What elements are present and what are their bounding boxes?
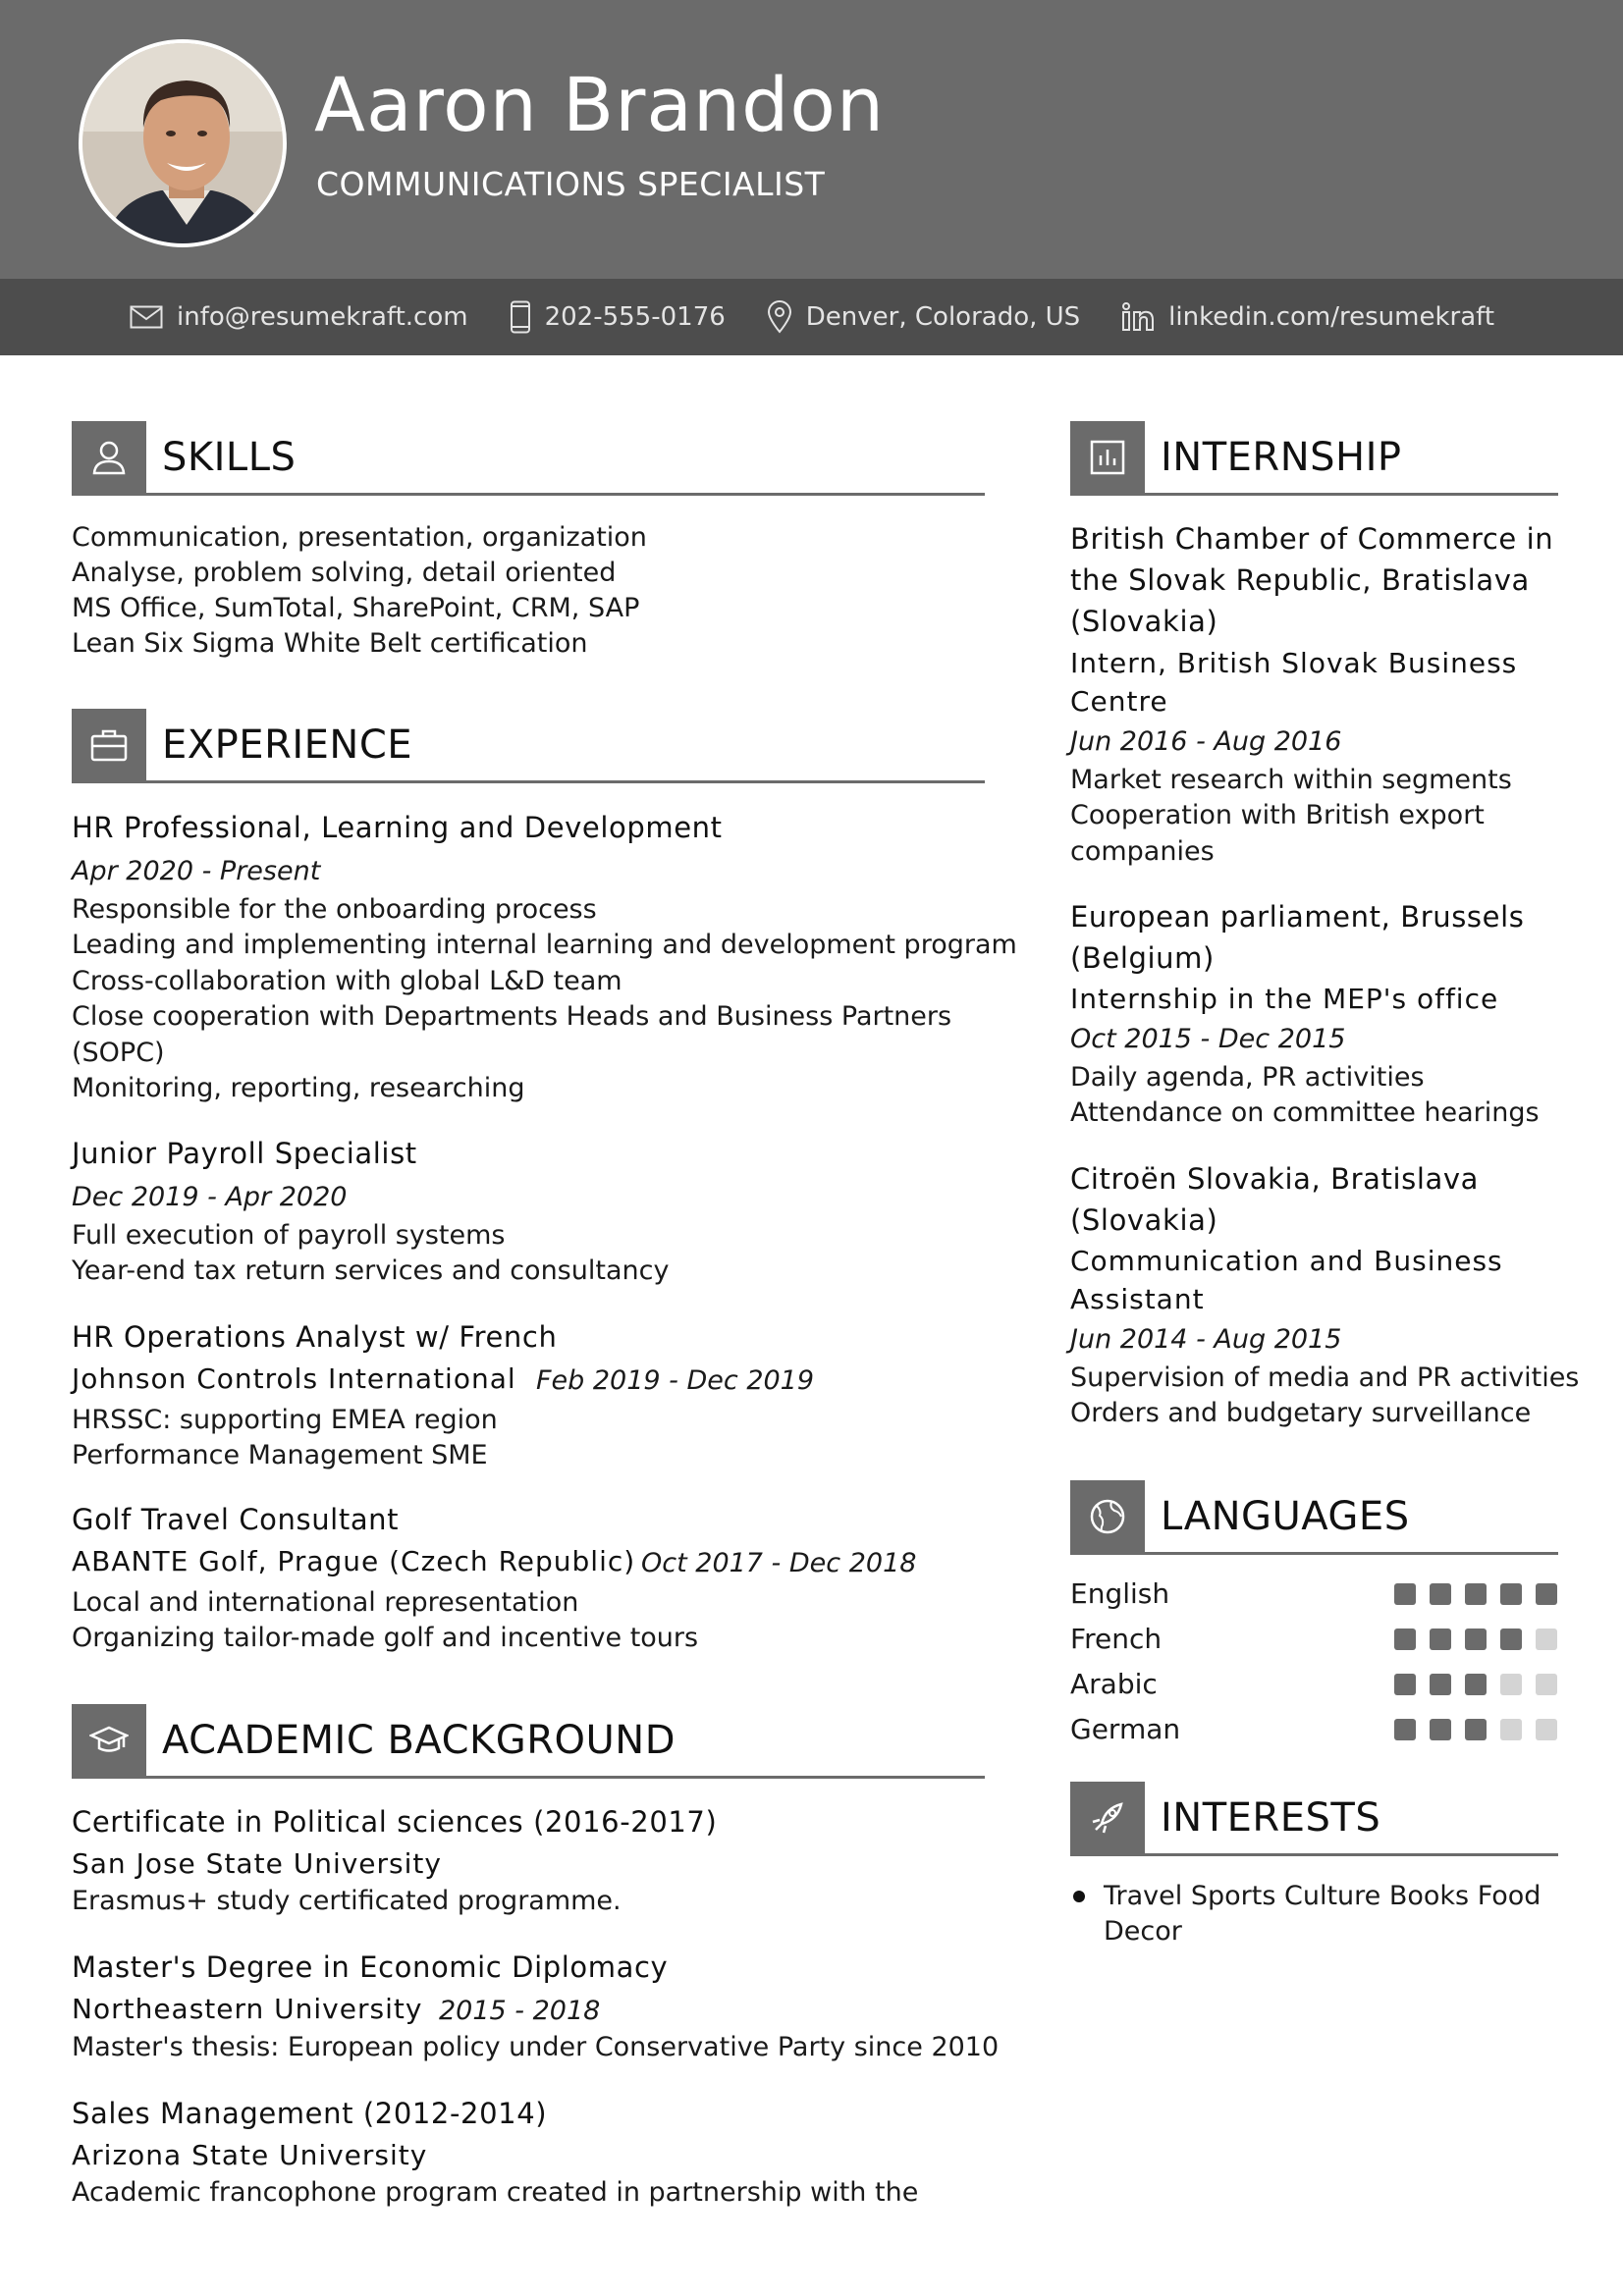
interests-section-icon-box (1070, 1782, 1145, 1854)
internship-org: Citroën Slovakia, Bratislava (1070, 1162, 1480, 1196)
internship-org: (Slovakia) (1070, 1203, 1218, 1237)
job-date: Dec 2019 - Apr 2020 (72, 1182, 348, 1212)
degree-school: Arizona State University (72, 2139, 428, 2171)
internship-org: (Belgium) (1070, 941, 1215, 975)
skill-item: MS Office, SumTotal, SharePoint, CRM, SAP (72, 593, 640, 623)
job-company: ABANTE Golf, Prague (Czech Republic) (72, 1545, 636, 1577)
language-name: Arabic (1070, 1668, 1158, 1700)
person-icon (89, 438, 129, 477)
graduation-cap-icon (89, 1723, 129, 1758)
rocket-icon (1088, 1798, 1127, 1838)
degree-school: Northeastern University (72, 1993, 423, 2025)
language-level-dots (1394, 1674, 1571, 1695)
job-line: Responsible for the onboarding process (72, 894, 597, 925)
job-line: Year-end tax return services and consultancy (72, 1255, 670, 1286)
internship-role: Internship in the MEP's office (1070, 983, 1499, 1015)
level-dot-filled (1465, 1629, 1487, 1650)
contact-phone[interactable] (510, 300, 726, 334)
interests-text: Decor (1104, 1916, 1182, 1947)
skills-heading: SKILLS (162, 435, 297, 480)
job-company: Johnson Controls International (72, 1362, 516, 1395)
resume-header (0, 0, 1623, 279)
internship-org: the Slovak Republic, Bratislava (1070, 563, 1530, 597)
linkedin-icon (1121, 302, 1155, 332)
internship-section-icon-box (1070, 421, 1145, 494)
level-dot-filled (1500, 1583, 1522, 1605)
language-name: German (1070, 1713, 1181, 1745)
language-row (1070, 1668, 1561, 1707)
academic-section-icon-box (72, 1704, 146, 1777)
internship-line: Orders and budgetary surveillance (1070, 1398, 1532, 1428)
phone-icon (510, 300, 531, 334)
language-level-dots (1394, 1583, 1571, 1605)
languages-heading: LANGUAGES (1161, 1494, 1410, 1539)
job-line: Performance Management SME (72, 1440, 488, 1470)
contact-linkedin[interactable] (1121, 302, 1494, 332)
internship-role: Centre (1070, 685, 1168, 718)
job-line: Monitoring, reporting, researching (72, 1073, 525, 1103)
contact-email-text: info@resumekraft.com (177, 302, 468, 332)
skills-section-icon-box (72, 421, 146, 494)
interests-text: Travel Sports Culture Books Food (1104, 1881, 1542, 1911)
contact-bar (0, 279, 1623, 355)
internship-line: Cooperation with British export (1070, 800, 1485, 830)
experience-section-icon-box (72, 709, 146, 781)
language-name: English (1070, 1577, 1170, 1610)
job-line: Cross-collaboration with global L&D team (72, 966, 622, 996)
chart-icon (1088, 438, 1127, 477)
degree-title: Certificate in Political sciences (2016-2017) (72, 1805, 718, 1839)
level-dot-filled (1430, 1719, 1451, 1740)
languages-section-icon-box (1070, 1480, 1145, 1553)
level-dot-filled (1430, 1674, 1451, 1695)
level-dot-filled (1465, 1583, 1487, 1605)
job-line: Close cooperation with Departments Heads and Business Partners (72, 1001, 952, 1032)
degree-line: Academic francophone program created in partnership with the (72, 2177, 919, 2208)
job-line: Organizing tailor-made golf and incentive tours (72, 1623, 699, 1653)
contact-email[interactable] (130, 302, 468, 332)
bullet-icon (1073, 1891, 1085, 1902)
language-row (1070, 1623, 1561, 1662)
language-name: French (1070, 1623, 1163, 1655)
level-dot-filled (1394, 1583, 1416, 1605)
skills-section-header (72, 421, 985, 496)
degree-line: Erasmus+ study certificated programme. (72, 1886, 622, 1916)
job-title-heading: HR Professional, Learning and Development (72, 811, 723, 844)
internship-date: Jun 2016 - Aug 2016 (1070, 726, 1342, 757)
job-line: Leading and implementing internal learning and development program (72, 930, 1017, 960)
job-line: (SOPC) (72, 1038, 165, 1068)
degree-title: Sales Management (2012-2014) (72, 2097, 548, 2130)
level-dot-filled (1500, 1629, 1522, 1650)
level-dot-filled (1430, 1629, 1451, 1650)
degree-title: Master's Degree in Economic Diplomacy (72, 1950, 669, 1984)
skill-item: Lean Six Sigma White Belt certification (72, 628, 588, 659)
contact-location (767, 300, 1080, 334)
internship-date: Jun 2014 - Aug 2015 (1070, 1324, 1342, 1355)
internship-section-header (1070, 421, 1558, 496)
skill-item: Communication, presentation, organization (72, 522, 647, 553)
language-row (1070, 1577, 1561, 1617)
languages-section-header (1070, 1480, 1558, 1555)
internship-role: Communication and Business (1070, 1245, 1503, 1277)
job-title: COMMUNICATIONS SPECIALIST (316, 165, 826, 203)
job-date: Oct 2017 - Dec 2018 (641, 1548, 917, 1578)
job-date: Feb 2019 - Dec 2019 (536, 1365, 815, 1396)
academic-section-header (72, 1704, 985, 1779)
internship-org: British Chamber of Commerce in (1070, 522, 1554, 556)
location-pin-icon (767, 300, 792, 334)
language-level-dots (1394, 1629, 1571, 1650)
job-title-heading: HR Operations Analyst w/ French (72, 1320, 558, 1354)
level-dot-filled (1465, 1674, 1487, 1695)
level-dot-empty (1536, 1629, 1557, 1650)
skill-item: Analyse, problem solving, detail oriented (72, 558, 617, 588)
profile-photo-image (82, 43, 287, 247)
candidate-name: Aaron Brandon (314, 61, 885, 148)
job-date: Apr 2020 - Present (72, 856, 321, 886)
briefcase-icon (89, 727, 129, 763)
level-dot-empty (1536, 1719, 1557, 1740)
degree-school: San Jose State University (72, 1847, 442, 1880)
internship-line: Daily agenda, PR activities (1070, 1062, 1425, 1093)
internship-line: Market research within segments (1070, 765, 1512, 795)
profile-photo (79, 39, 287, 247)
internship-line: companies (1070, 836, 1215, 867)
level-dot-filled (1465, 1719, 1487, 1740)
contact-location-text: Denver, Colorado, US (805, 302, 1081, 332)
internship-line: Supervision of media and PR activities (1070, 1362, 1580, 1393)
level-dot-filled (1394, 1629, 1416, 1650)
internship-role: Assistant (1070, 1283, 1205, 1315)
language-row (1070, 1713, 1561, 1752)
job-title-heading: Junior Payroll Specialist (72, 1137, 417, 1170)
interests-section-header (1070, 1782, 1558, 1856)
internship-date: Oct 2015 - Dec 2015 (1070, 1024, 1346, 1054)
level-dot-filled (1430, 1583, 1451, 1605)
contact-phone-text: 202-555-0176 (544, 302, 726, 332)
level-dot-filled (1536, 1583, 1557, 1605)
level-dot-filled (1394, 1719, 1416, 1740)
level-dot-empty (1536, 1674, 1557, 1695)
academic-heading: ACADEMIC BACKGROUND (162, 1718, 676, 1763)
degree-date: 2015 - 2018 (439, 1996, 601, 2026)
job-title-heading: Golf Travel Consultant (72, 1503, 400, 1536)
internship-role: Intern, British Slovak Business (1070, 647, 1518, 679)
experience-heading: EXPERIENCE (162, 722, 413, 768)
interests-heading: INTERESTS (1161, 1795, 1381, 1841)
internship-org: European parliament, Brussels (1070, 900, 1525, 934)
contact-linkedin-text: linkedin.com/resumekraft (1168, 302, 1495, 332)
globe-icon (1088, 1497, 1127, 1536)
level-dot-empty (1500, 1719, 1522, 1740)
level-dot-empty (1500, 1674, 1522, 1695)
job-line: Local and international representation (72, 1587, 579, 1618)
experience-section-header (72, 709, 985, 783)
internship-heading: INTERNSHIP (1161, 435, 1402, 480)
internship-org: (Slovakia) (1070, 605, 1218, 638)
internship-line: Attendance on committee hearings (1070, 1097, 1540, 1128)
envelope-icon (130, 305, 163, 329)
level-dot-filled (1394, 1674, 1416, 1695)
language-level-dots (1394, 1719, 1571, 1740)
degree-line: Master's thesis: European policy under Conservative Party since 2010 (72, 2032, 1000, 2062)
job-line: Full execution of payroll systems (72, 1220, 506, 1251)
job-line: HRSSC: supporting EMEA region (72, 1405, 498, 1435)
